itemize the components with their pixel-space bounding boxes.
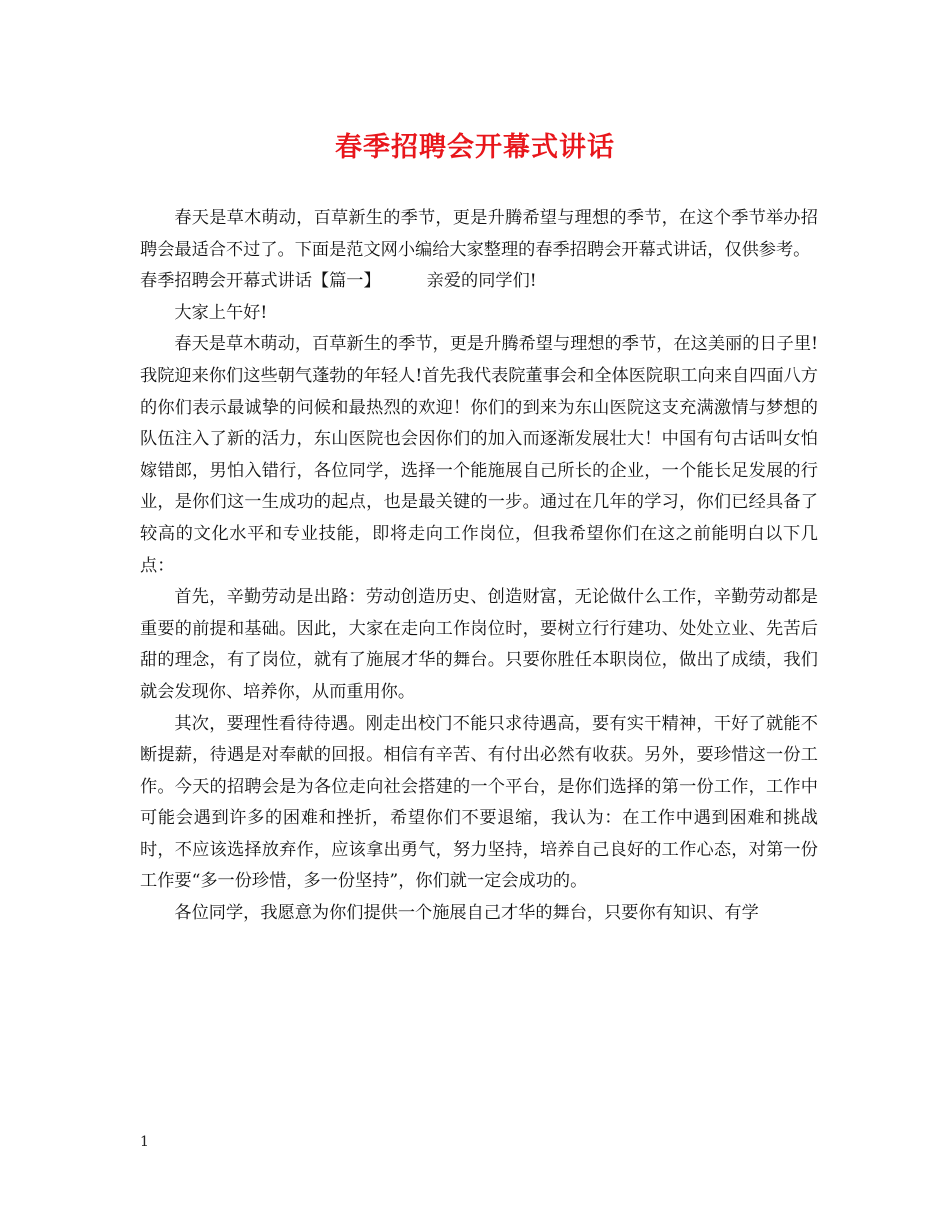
salutation: 亲爱的同学们! [426, 271, 537, 292]
document-title: 春季招聘会开幕式讲话 [335, 132, 615, 163]
body-paragraph-4: 各位同学，我愿意为你们提供一个施展自己才华的舞台，只要你有知识、有学 [174, 903, 759, 924]
body-paragraph-3: 其次，要理性看待待遇。刚走出校门不能只求待遇高，要有实干精神，干好了就能不断提薪，待遇是对奉献的回报。相信有辛苦、有付出必然有收获。另外，要珍惜这一份工作。今天的招聘会是为各位走向社会搭建的一个平台，是你们选择的第一份工作，工作中可能会遇到许多的困难和挫折，希望你们不要退缩，我认为：在工作中遇到困难和挑战时，不应该选择放弃作，应该拿出勇气，努力坚持，培养自己良好的工作心态，对第一份工作要“多一份珍惜，多一份坚持”，你们就一定会成功的。 [140, 713, 818, 892]
intro-paragraph: 春天是草木萌动，百草新生的季节，更是升腾希望与理想的季节，在这个季节举办招聘会最适合不过了。下面是范文网小编给大家整理的春季招聘会开幕式讲话，仅供参考。 [140, 208, 818, 260]
greeting-paragraph: 大家上午好! [174, 302, 268, 323]
body-paragraph-1: 春天是草木萌动，百草新生的季节，更是升腾希望与理想的季节，在这美丽的日子里!我院迎来你们这些朝气蓬勃的年轻人!首先我代表院董事会和全体医院职工向来自四面八方的你们表示最诚挚的问候和最热烈的欢迎！你们的到来为东山医院这支充满激情与梦想的队伍注入了新的活力，东山医院也会因你们的加入而逐渐发展壮大！中国有句古话叫女怕嫁错郎，男怕入错行，各位同学，选择一个能施展自己所长的企业，一个能长足发展的行业，是你们这一生成功的起点，也是最关键的一步。通过在几年的学习，你们已经具备了较高的文化水平和专业技能，即将走向工作岗位，但我希望你们在这之前能明白以下几点： [140, 334, 818, 576]
document-body [140, 203, 818, 930]
page-number: 1 [140, 1134, 149, 1150]
section-heading: 春季招聘会开幕式讲话【篇一】 [140, 271, 381, 292]
section-heading-line [140, 266, 818, 298]
body-paragraph-2: 首先，辛勤劳动是出路：劳动创造历史、创造财富，无论做什么工作，辛勤劳动都是重要的前提和基础。因此，大家在走向工作岗位时，要树立行行建功、处处立业、先苦后甜的理念，有了岗位，就有了施展才华的舞台。只要你胜任本职岗位，做出了成绩，我们就会发现你、培养你，从而重用你。 [140, 587, 818, 702]
